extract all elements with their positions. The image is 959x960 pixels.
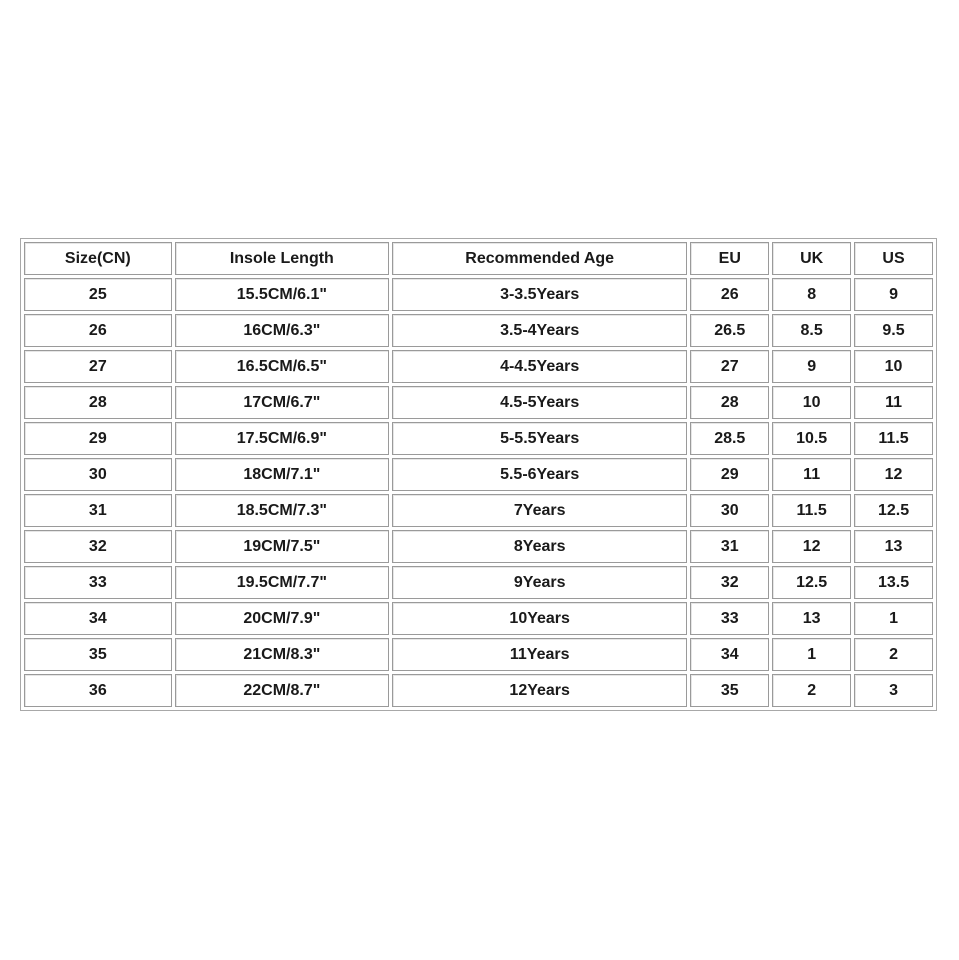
insole-length-cell: 17.5CM/6.9" [175,422,389,455]
insole-length-cell: 22CM/8.7" [175,674,389,707]
table-row [24,314,933,347]
recommended-age-cell: 10Years [392,602,687,635]
size-cn-cell: 31 [24,494,172,527]
table-row [24,566,933,599]
size-cn-cell: 35 [24,638,172,671]
size-cn-cell: 25 [24,278,172,311]
us-cell: 11 [854,386,933,419]
uk-cell: 10.5 [772,422,851,455]
header-us: US [854,242,933,275]
uk-cell: 1 [772,638,851,671]
insole-length-cell: 20CM/7.9" [175,602,389,635]
us-cell: 12.5 [854,494,933,527]
uk-cell: 2 [772,674,851,707]
header-uk: UK [772,242,851,275]
uk-cell: 13 [772,602,851,635]
insole-length-cell: 18.5CM/7.3" [175,494,389,527]
us-cell: 9.5 [854,314,933,347]
insole-length-cell: 16.5CM/6.5" [175,350,389,383]
table-row [24,278,933,311]
us-cell: 11.5 [854,422,933,455]
eu-cell: 29 [690,458,769,491]
table-row [24,530,933,563]
size-chart-body [24,278,933,707]
size-cn-cell: 33 [24,566,172,599]
us-cell: 9 [854,278,933,311]
recommended-age-cell: 4-4.5Years [392,350,687,383]
us-cell: 2 [854,638,933,671]
table-row [24,602,933,635]
us-cell: 12 [854,458,933,491]
us-cell: 3 [854,674,933,707]
header-size-cn: Size(CN) [24,242,172,275]
table-row [24,386,933,419]
size-cn-cell: 29 [24,422,172,455]
uk-cell: 9 [772,350,851,383]
table-row [24,350,933,383]
recommended-age-cell: 3-3.5Years [392,278,687,311]
uk-cell: 12.5 [772,566,851,599]
size-cn-cell: 26 [24,314,172,347]
eu-cell: 28.5 [690,422,769,455]
eu-cell: 27 [690,350,769,383]
uk-cell: 12 [772,530,851,563]
size-cn-cell: 27 [24,350,172,383]
uk-cell: 8.5 [772,314,851,347]
insole-length-cell: 19.5CM/7.7" [175,566,389,599]
us-cell: 13.5 [854,566,933,599]
recommended-age-cell: 12Years [392,674,687,707]
size-cn-cell: 28 [24,386,172,419]
insole-length-cell: 19CM/7.5" [175,530,389,563]
header-insole-length: Insole Length [175,242,389,275]
uk-cell: 11.5 [772,494,851,527]
size-cn-cell: 30 [24,458,172,491]
header-recommended-age: Recommended Age [392,242,687,275]
recommended-age-cell: 5-5.5Years [392,422,687,455]
insole-length-cell: 21CM/8.3" [175,638,389,671]
size-cn-cell: 32 [24,530,172,563]
eu-cell: 26.5 [690,314,769,347]
recommended-age-cell: 8Years [392,530,687,563]
eu-cell: 26 [690,278,769,311]
size-cn-cell: 34 [24,602,172,635]
us-cell: 10 [854,350,933,383]
uk-cell: 8 [772,278,851,311]
recommended-age-cell: 3.5-4Years [392,314,687,347]
recommended-age-cell: 5.5-6Years [392,458,687,491]
eu-cell: 28 [690,386,769,419]
eu-cell: 30 [690,494,769,527]
table-row [24,422,933,455]
size-chart-table [20,238,937,711]
recommended-age-cell: 4.5-5Years [392,386,687,419]
eu-cell: 33 [690,602,769,635]
eu-cell: 31 [690,530,769,563]
size-cn-cell: 36 [24,674,172,707]
header-row [24,242,933,275]
header-eu: EU [690,242,769,275]
eu-cell: 35 [690,674,769,707]
insole-length-cell: 18CM/7.1" [175,458,389,491]
insole-length-cell: 16CM/6.3" [175,314,389,347]
recommended-age-cell: 9Years [392,566,687,599]
insole-length-cell: 15.5CM/6.1" [175,278,389,311]
eu-cell: 32 [690,566,769,599]
us-cell: 13 [854,530,933,563]
uk-cell: 10 [772,386,851,419]
table-row [24,494,933,527]
eu-cell: 34 [690,638,769,671]
insole-length-cell: 17CM/6.7" [175,386,389,419]
recommended-age-cell: 7Years [392,494,687,527]
table-row [24,458,933,491]
table-row [24,638,933,671]
table-row [24,674,933,707]
recommended-age-cell: 11Years [392,638,687,671]
us-cell: 1 [854,602,933,635]
uk-cell: 11 [772,458,851,491]
